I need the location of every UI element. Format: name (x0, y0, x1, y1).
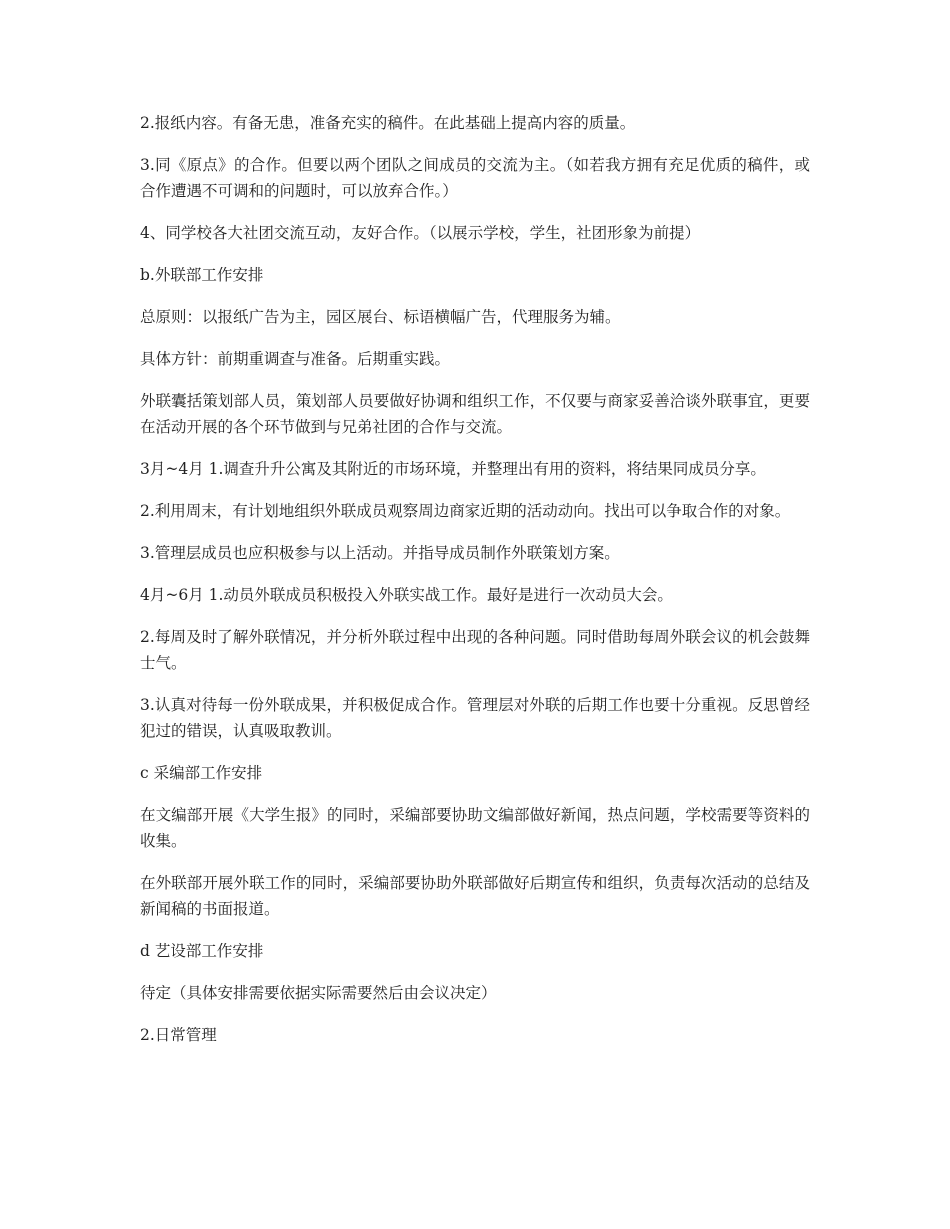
document-page (140, 110, 810, 1064)
paragraph-april-june-1: 4月~6月 1.动员外联成员积极投入外联实战工作。最好是进行一次动员大会。 (140, 586, 673, 604)
paragraph-art-design-pending: 待定（具体安排需要依据实际需要然后由会议决定） (140, 984, 497, 1002)
heading-art-design-dept: d 艺设部工作安排 (140, 942, 264, 960)
paragraph-newspaper-content: 2.报纸内容。有备无患，准备充实的稿件。在此基础上提高内容的质量。 (140, 114, 636, 132)
heading-editorial-dept: c 采编部工作安排 (140, 764, 263, 782)
paragraph-club-exchange: 4、同学校各大社团交流互动，友好合作。（以展示学校，学生，社团形象为前提） (140, 224, 701, 242)
paragraph-editorial-news: 在文编部开展《大学生报》的同时，采编部要协助文编部做好新闻，热点问题，学校需要等资料的收集。 (140, 806, 810, 850)
paragraph-march-april-2: 2.利用周末，有计划地组织外联成员观察周边商家近期的活动动向。找出可以争取合作的对象。 (140, 502, 791, 520)
paragraph-editorial-external: 在外联部开展外联工作的同时，采编部要协助外联部做好后期宣传和组织，负责每次活动的总结及新闻稿的书面报道。 (140, 874, 810, 918)
paragraph-external-scope: 外联囊括策划部人员，策划部人员要做好协调和组织工作，不仅要与商家妥善洽谈外联事宜，更要在活动开展的各个环节做到与兄弟社团的合作与交流。 (140, 392, 810, 436)
paragraph-yuandian-cooperation: 3.同《原点》的合作。但要以两个团队之间成员的交流为主。（如若我方拥有充足优质的稿件，或合作遭遇不可调和的问题时，可以放弃合作。） (140, 156, 810, 200)
paragraph-april-june-3: 3.认真对待每一份外联成果，并积极促成合作。管理层对外联的后期工作也要十分重视。反思曾经犯过的错误，认真吸取教训。 (140, 696, 810, 740)
paragraph-march-april-3: 3.管理层成员也应积极参与以上活动。并指导成员制作外联策划方案。 (140, 544, 620, 562)
paragraph-march-april-1: 3月~4月 1.调查升升公寓及其附近的市场环境，并整理出有用的资料，将结果同成员分享。 (140, 460, 766, 478)
paragraph-general-principle: 总原则：以报纸广告为主，园区展台、标语横幅广告，代理服务为辅。 (140, 308, 621, 326)
paragraph-april-june-2: 2.每周及时了解外联情况，并分析外联过程中出现的各种问题。同时借助每周外联会议的机会鼓舞士气。 (140, 628, 810, 672)
heading-daily-management: 2.日常管理 (140, 1026, 217, 1044)
paragraph-specific-policy: 具体方针：前期重调查与准备。后期重实践。 (140, 350, 451, 368)
heading-external-relations: b.外联部工作安排 (140, 266, 264, 284)
